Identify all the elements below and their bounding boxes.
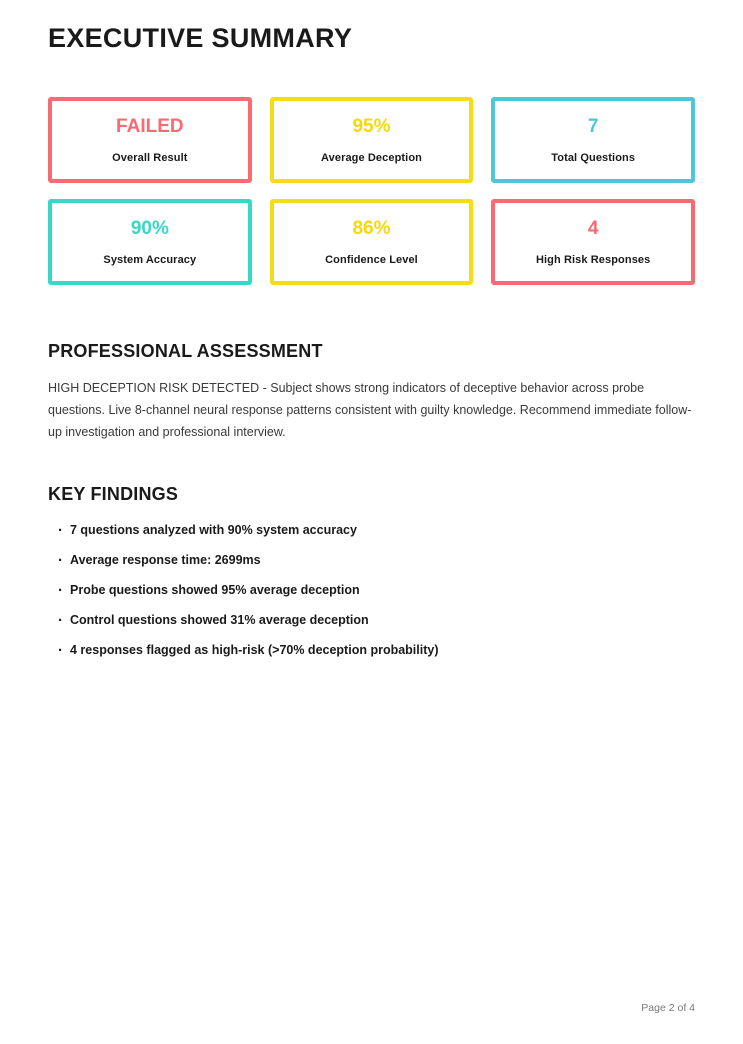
metric-value: FAILED	[116, 115, 184, 137]
findings-heading: KEY FINDINGS	[48, 484, 179, 505]
findings-list	[48, 523, 695, 657]
metric-card-total-questions	[491, 97, 695, 183]
list-item: · 4 responses flagged as high-risk (>70% deception probability)	[48, 643, 695, 657]
metric-value: 95%	[352, 115, 391, 137]
professional-assessment-section	[48, 341, 695, 444]
metric-card-high-risk-responses	[491, 199, 695, 285]
metric-label: Confidence Level	[325, 253, 418, 266]
metric-label: System Accuracy	[103, 253, 197, 266]
metric-label: Average Deception	[321, 151, 422, 164]
metric-card-average-deception	[270, 97, 474, 183]
assessment-body: HIGH DECEPTION RISK DETECTED - Subject shows strong indicators of deceptive behavior across probe questions. Live 8-channel neural response patterns consistent with guilty knowledge. Recommend immediate follow-up investigation and professional interview.	[48, 381, 692, 440]
page-number-footer: Page 2 of 4	[641, 1002, 695, 1014]
list-item: · Average response time: 2699ms	[48, 553, 695, 567]
metric-value: 86%	[352, 217, 391, 239]
metric-label: High Risk Responses	[535, 253, 651, 266]
metric-card-confidence-level	[270, 199, 474, 285]
key-findings-section	[48, 484, 695, 657]
metrics-grid	[48, 97, 695, 285]
metric-label: Total Questions	[551, 151, 636, 164]
list-item: · 7 questions analyzed with 90% system accuracy	[48, 523, 695, 537]
page-title: EXECUTIVE SUMMARY	[48, 23, 353, 53]
list-item: · Control questions showed 31% average deception	[48, 613, 695, 627]
metric-value: 4	[587, 217, 599, 239]
metric-card-overall-result	[48, 97, 252, 183]
metric-value: 7	[587, 115, 599, 137]
metric-value: 90%	[130, 217, 169, 239]
metric-card-system-accuracy	[48, 199, 252, 285]
metric-label: Overall Result	[112, 151, 188, 164]
list-item: · Probe questions showed 95% average deception	[48, 583, 695, 597]
assessment-heading: PROFESSIONAL ASSESSMENT	[48, 341, 323, 362]
